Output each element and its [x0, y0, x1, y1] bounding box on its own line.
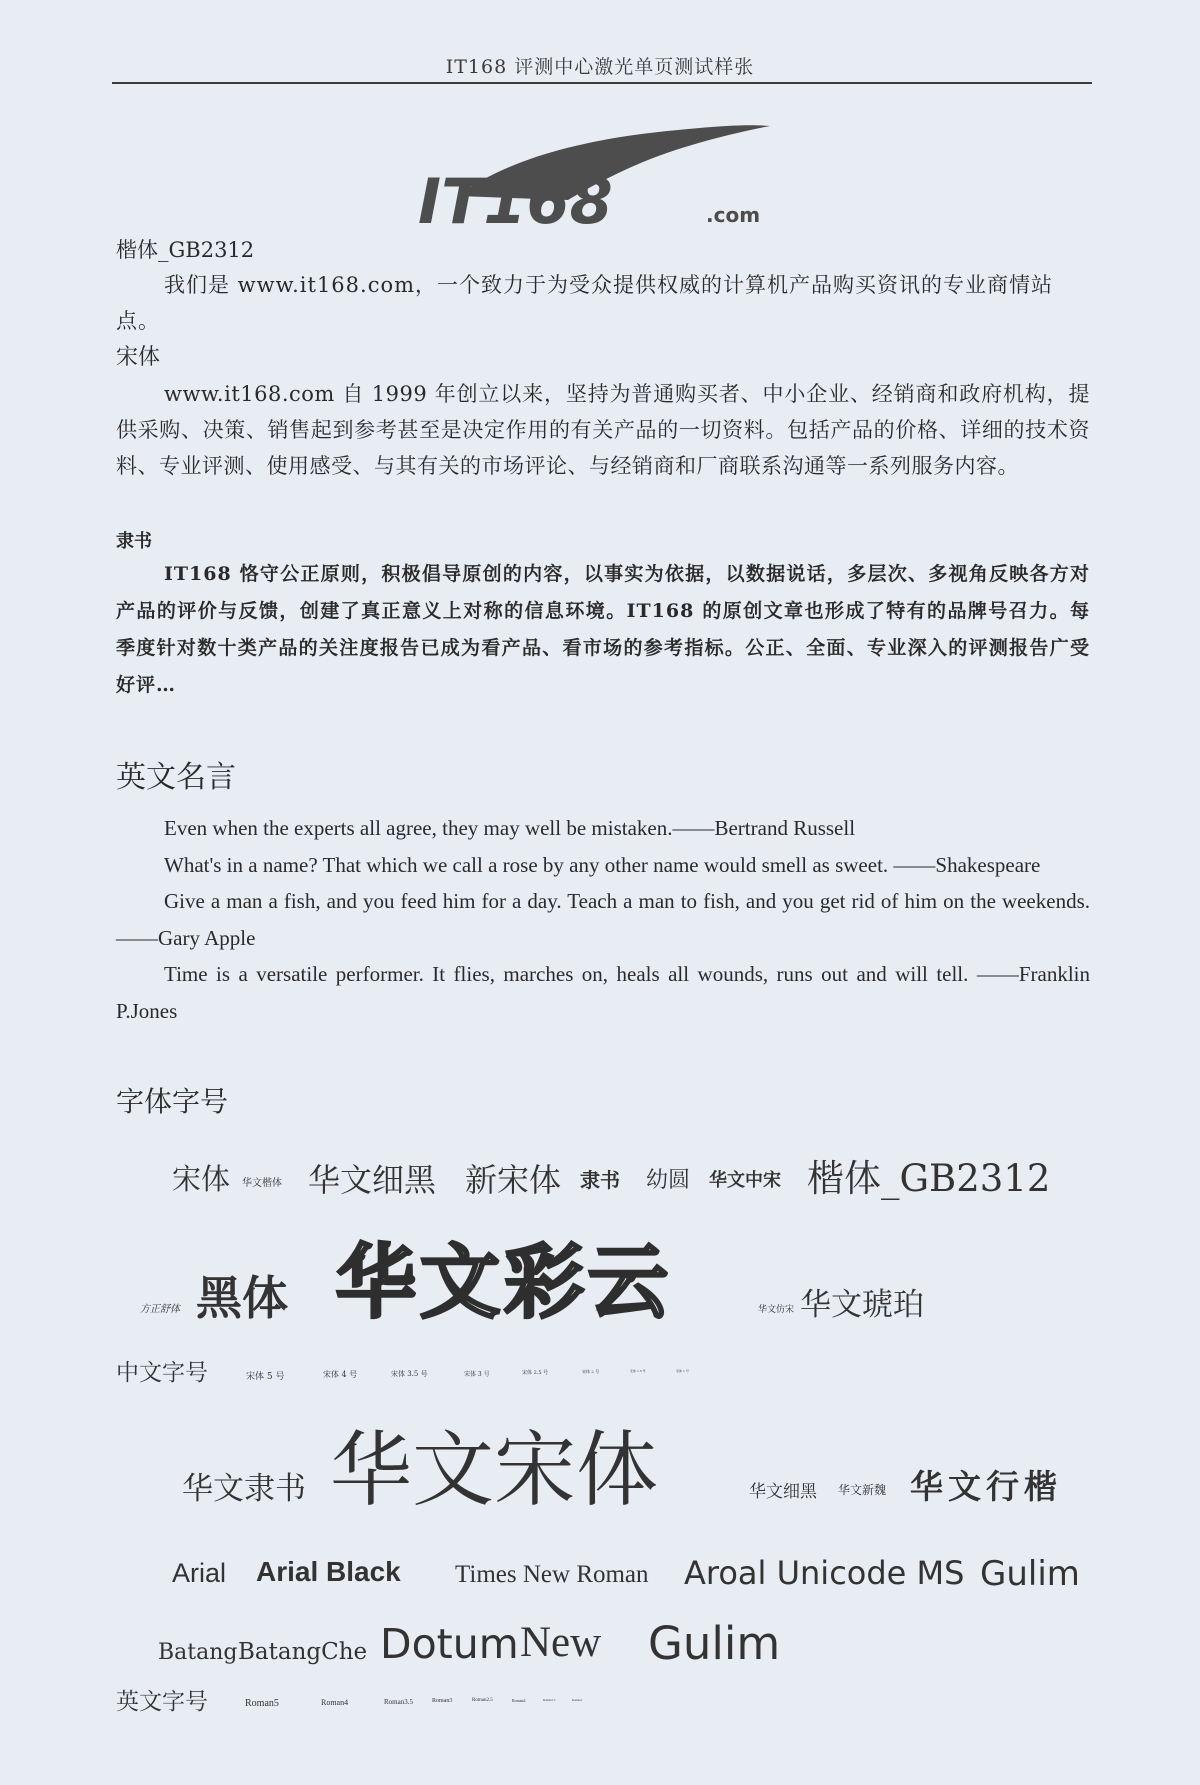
- font-sample: 华文仿宋: [758, 1305, 795, 1315]
- font-sample: 方正舒体: [140, 1304, 180, 1315]
- font-sample: 华文楷体: [242, 1178, 282, 1189]
- font-sample: Arial: [172, 1558, 227, 1588]
- logo-text: IT168: [418, 165, 613, 233]
- font-sample: Gulim: [980, 1554, 1080, 1594]
- it168-logo: [418, 118, 798, 233]
- font-sample: Times New Roman: [455, 1561, 649, 1588]
- size-sample: 宋体 5 号: [246, 1372, 285, 1382]
- size-sample: Roman1.5: [543, 1698, 556, 1702]
- font-sample: 华文中宋: [709, 1170, 781, 1191]
- font-sample: 新宋体: [465, 1161, 562, 1199]
- logo-suffix: .com: [706, 203, 761, 227]
- font-sample: 华文行楷: [910, 1467, 1062, 1506]
- size-sample: Roman3: [432, 1698, 453, 1704]
- font-sample: Gulim: [648, 1617, 781, 1670]
- kai-font-label: 楷体_GB2312: [116, 238, 255, 262]
- size-sample: 宋体 2 号: [582, 1369, 600, 1374]
- font-sample: 黑体: [196, 1271, 288, 1325]
- size-sample: Roman4: [321, 1698, 349, 1707]
- quote-item: Give a man a fish, and you feed him for a day. Teach a man to fish, and you get rid of him on the weekends. ——Gary Apple: [116, 889, 1090, 950]
- font-sample: 楷体_GB2312: [807, 1157, 1051, 1200]
- song-font-label: 宋体: [116, 345, 161, 370]
- size-sample: Roman5: [245, 1698, 279, 1709]
- size-sample: Roman2: [512, 1698, 526, 1703]
- font-sample: 华文细黑: [308, 1161, 437, 1199]
- size-sample: 宋体 3 号: [464, 1371, 490, 1378]
- font-sample: New: [520, 1619, 602, 1666]
- quote-item: What's in a name? That which we call a rose by any other name would smell as sweet. ——Shakespeare: [164, 852, 1041, 877]
- font-sample: 华文细黑: [749, 1482, 817, 1502]
- page-header-title: IT168 评测中心激光单页测试样张: [445, 56, 755, 78]
- header-rule: [112, 82, 1092, 84]
- font-sample: 华文隶书: [182, 1471, 306, 1507]
- size-sample: 宋体 1.5 号: [630, 1369, 646, 1373]
- size-sample: 宋体 1 号: [676, 1369, 689, 1373]
- font-sample: BatangChe: [238, 1639, 368, 1665]
- font-sample: 幼圆: [646, 1168, 691, 1193]
- li-font-label: 隶书: [116, 531, 152, 552]
- quotes-heading: 英文名言: [116, 760, 236, 795]
- font-sample-outline: 华文彩云: [336, 1236, 672, 1329]
- size-sample: Roman2.5: [472, 1698, 493, 1703]
- size-sample: 宋体 4 号: [323, 1370, 358, 1379]
- font-sample-large: 华文宋体: [330, 1423, 659, 1518]
- font-sample: Batang: [158, 1640, 238, 1665]
- en-size-label: 英文字号: [116, 1689, 208, 1715]
- kai-font-paragraph: 我们是 www.it168.com，一个致力于为受众提供权威的计算机产品购买资讯的专业商情站点。: [116, 273, 1054, 333]
- font-sample: 隶书: [580, 1168, 620, 1192]
- size-sample: 宋体 2.5 号: [522, 1370, 549, 1376]
- li-font-paragraph: IT168 恪守公正原则，积极倡导原创的内容，以事实为依据，以数据说话，多层次、多视角反映各方对产品的评价与反馈，创建了真正意义上对称的信息环境。IT168 的原创文章也形成了特有的品牌号召力。每季度针对数十类产品的关注度报告已成为看产品、看市场的参考指标。公正、全面、专业深入的评测报告广受好评…: [116, 563, 1090, 696]
- font-sample: 华文琥珀: [800, 1287, 924, 1323]
- quotes-block: [116, 810, 1090, 1029]
- size-sample: Roman1: [572, 1698, 583, 1702]
- font-sample: Arial Black: [256, 1556, 401, 1587]
- quote-item: Time is a versatile performer. It flies, marches on, heals all wounds, runs out and will tell. ——Franklin P.Jones: [116, 962, 1090, 1023]
- fonts-heading: 字体字号: [116, 1085, 229, 1118]
- font-sample: Dotum: [380, 1620, 519, 1668]
- song-font-paragraph: www.it168.com 自 1999 年创立以来，坚持为普通购买者、中小企业、经销商和政府机构，提供采购、决策、销售起到参考甚至是决定作用的有关产品的一切资料。包括产品的价格、详细的技术资料、专业评测、使用感受、与其有关的市场评论、与经销商和厂商联系沟通等一系列服务内容。: [116, 382, 1090, 478]
- font-sample: 华文新魏: [838, 1483, 887, 1497]
- font-sample: Aroal Unicode MS: [684, 1554, 965, 1592]
- size-sample: Roman3.5: [384, 1698, 413, 1706]
- font-sample: 宋体: [172, 1162, 231, 1196]
- size-sample: 宋体 3.5 号: [391, 1370, 428, 1378]
- cn-size-label: 中文字号: [116, 1360, 208, 1386]
- quote-item: Even when the experts all agree, they may well be mistaken.——Bertrand Russell: [164, 816, 856, 840]
